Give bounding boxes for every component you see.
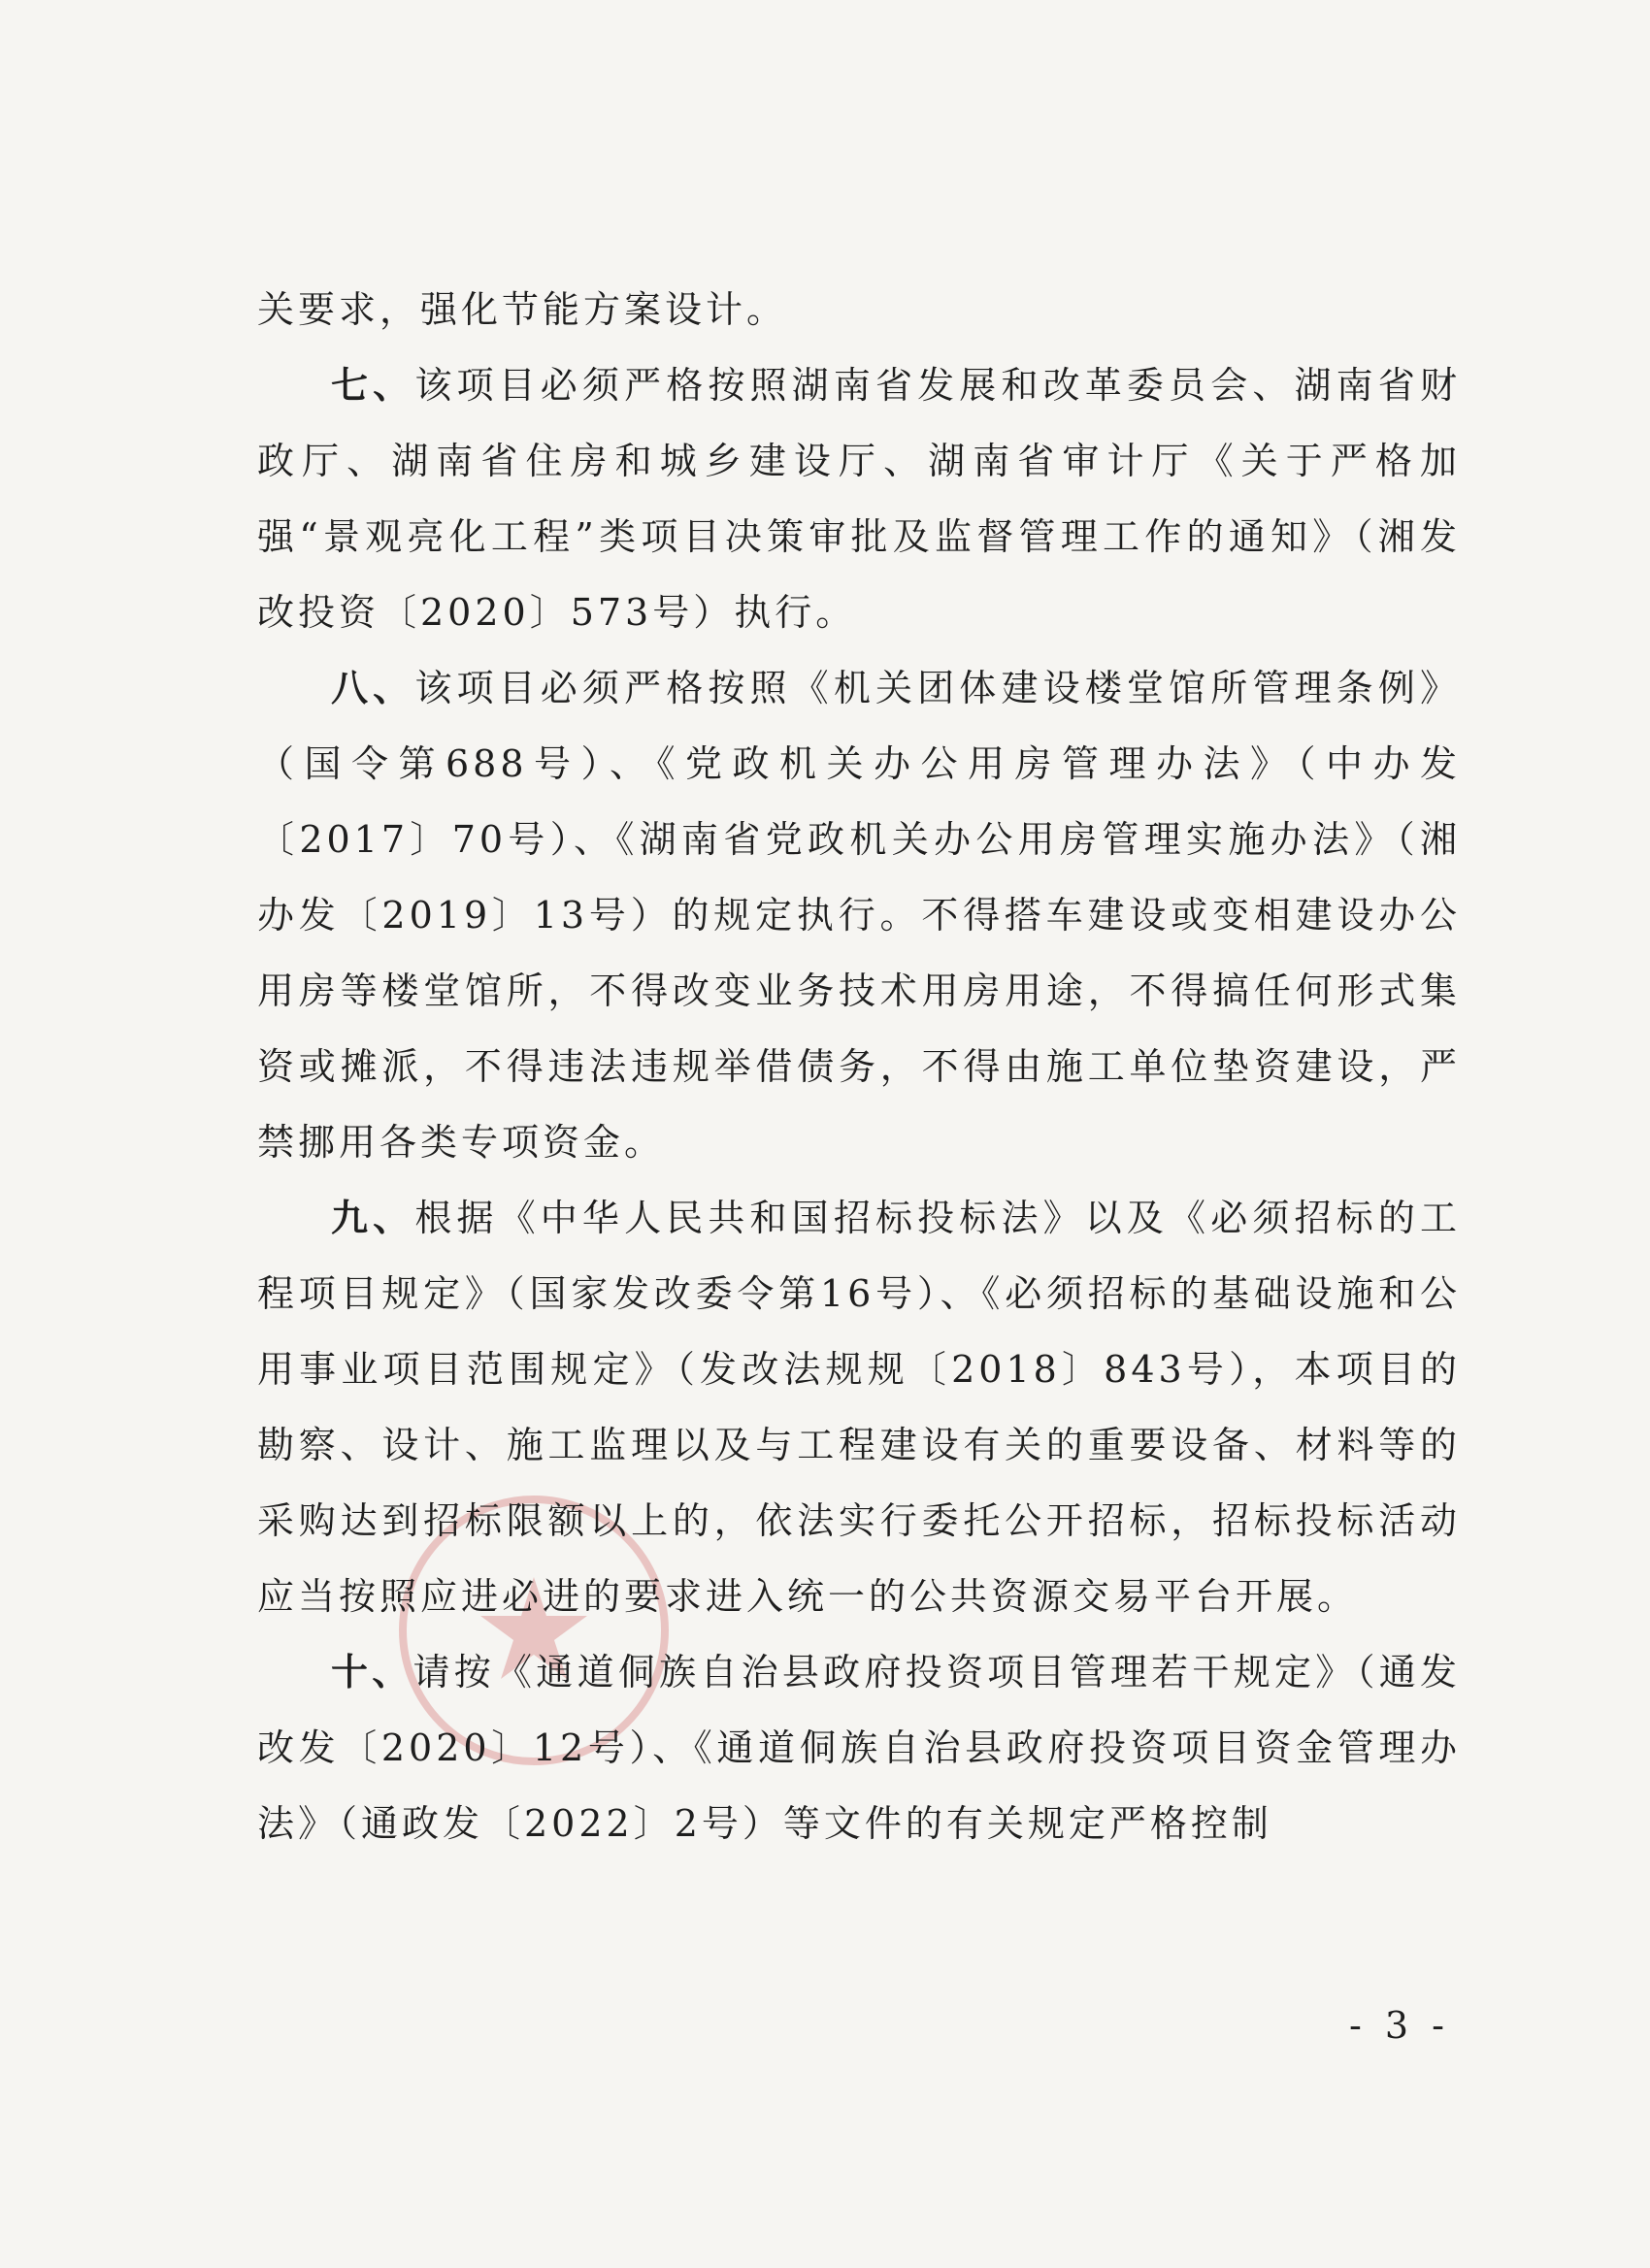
paragraph-item-8 (257, 650, 1461, 1180)
paragraph-continuation (257, 272, 1461, 347)
paragraph-lead: 九、 (331, 1196, 415, 1239)
paragraph-item-9 (257, 1180, 1461, 1634)
paragraph-text: 根据《中华人民共和国招标投标法》以及《必须招标的工程项目规定》（国家发改委令第16号）、《必须招标的基础设施和公用事业项目范围规定》（发改法规规〔2018〕843号），本项目的勘察、设计、施工监理以及与工程建设有关的重要设备、材料等的采购达到招标限额以上的，依法实行委托公开招标，招标投标活动应当按照应进必进的要求进入统一的公共资源交易平台开展。 (257, 1197, 1461, 1618)
page-number: - 3 - (1349, 2004, 1451, 2047)
paragraph-lead: 七、 (331, 363, 415, 407)
paragraph-text: 请按《通道侗族自治县政府投资项目管理若干规定》（通发改发〔2020〕12号）、《通道侗族自治县政府投资项目资金管理办法》（通政发〔2022〕2号）等文件的有关规定严格控制 (257, 1651, 1461, 1845)
paragraph-item-10 (257, 1634, 1461, 1861)
paragraph-text: 关要求，强化节能方案设计。 (257, 288, 788, 331)
document-body (257, 272, 1461, 1861)
paragraph-lead: 八、 (331, 666, 415, 709)
paragraph-item-7 (257, 347, 1461, 650)
paragraph-text: 该项目必须严格按照湖南省发展和改革委员会、湖南省财政厅、湖南省住房和城乡建设厅、湖南省审计厅《关于严格加强“景观亮化工程”类项目决策审批及监督管理工作的通知》（湘发改投资〔2020〕573号）执行。 (257, 364, 1461, 634)
paragraph-lead: 十、 (331, 1650, 413, 1693)
paragraph-text: 该项目必须严格按照《机关团体建设楼堂馆所管理条例》（国令第688号）、《党政机关办公用房管理办法》（中办发〔2017〕70号）、《湖南省党政机关办公用房管理实施办法》（湘办发〔2019〕13号）的规定执行。不得搭车建设或变相建设办公用房等楼堂馆所，不得改变业务技术用房用途，不得搞任何形式集资或摊派，不得违法违规举借债务，不得由施工单位垫资建设，严禁挪用各类专项资金。 (257, 667, 1461, 1164)
